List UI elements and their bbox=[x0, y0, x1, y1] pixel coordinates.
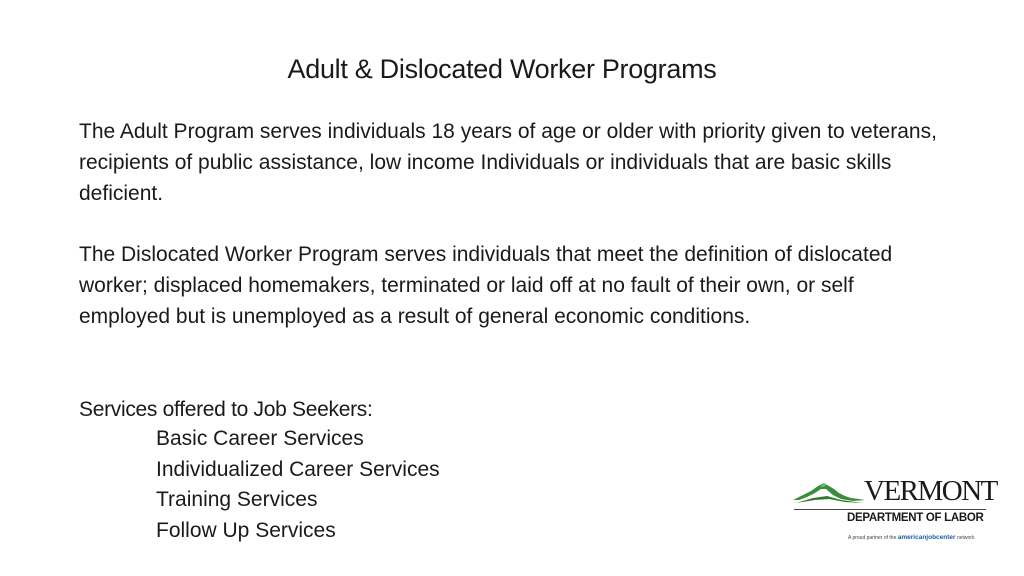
services-heading: Services offered to Job Seekers: bbox=[79, 398, 373, 421]
tagline-brand: americanjobcenter bbox=[897, 534, 956, 541]
service-item: Follow Up Services bbox=[156, 518, 336, 542]
logo-tagline bbox=[848, 534, 974, 541]
tagline-suffix: network bbox=[955, 535, 975, 541]
service-item: Training Services bbox=[156, 488, 318, 511]
tagline-prefix: A proud partner of the bbox=[848, 535, 898, 541]
vermont-department-of-labor-logo bbox=[790, 470, 997, 550]
service-item: Individualized Career Services bbox=[156, 457, 440, 481]
slide-title: Adult & Dislocated Worker Programs bbox=[287, 54, 717, 84]
service-item: Basic Career Services bbox=[156, 427, 364, 450]
services-list bbox=[156, 424, 440, 546]
dislocated-worker-paragraph: The Dislocated Worker Program serves individuals that meet the definition of dislocated worker; displaced homemakers, terminated or laid off at no fault of their own, or self employed but is unemployed as a result of general economic conditions. bbox=[79, 243, 893, 328]
logo-department: DEPARTMENT OF LABOR bbox=[847, 512, 984, 524]
logo-wordmark: VERMONT bbox=[864, 475, 997, 507]
logo-divider bbox=[794, 509, 986, 510]
mountain-icon bbox=[793, 480, 865, 506]
adult-program-paragraph: The Adult Program serves individuals 18 years of age or older with priority given to veterans, recipients of public assistance, low income Individuals or individuals that are basic skills deficient. bbox=[79, 120, 937, 205]
